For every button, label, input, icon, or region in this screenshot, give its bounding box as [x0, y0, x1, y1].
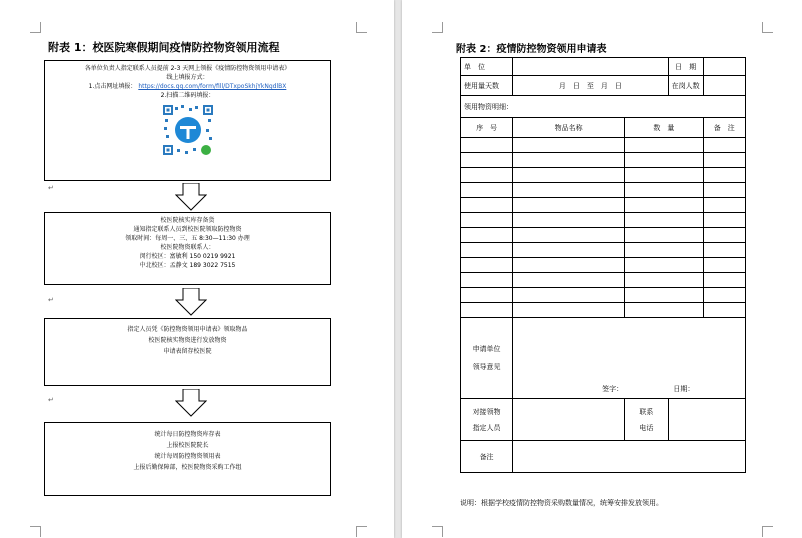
item-name-cell[interactable]: [513, 183, 625, 198]
label-contact: 对接领物 指定人员: [461, 399, 513, 441]
step-line: 校医院物资联系人：: [160, 244, 215, 251]
step-line: 上报后勤保障部，校医院物资采购工作组: [133, 464, 242, 471]
step-line: 线上填报方式：: [166, 74, 209, 81]
opinion-field[interactable]: [513, 318, 746, 399]
item-name-cell[interactable]: [513, 198, 625, 213]
item-name-cell[interactable]: [513, 258, 625, 273]
header-remark: 备 注: [703, 118, 745, 138]
item-no-cell[interactable]: [461, 243, 513, 258]
item-row: [461, 303, 746, 318]
item-qty-cell[interactable]: [625, 288, 703, 303]
label-usage-days: 使用量天数: [461, 76, 513, 96]
step-line: 1.点击网址填报： https://docs.qq.com/form/fill/DTxpoSkhjYkNgdlBX: [88, 83, 287, 90]
item-row: [461, 153, 746, 168]
item-remark-cell[interactable]: [703, 273, 745, 288]
form-note: 说明：根据学校疫情防控物资采购数量情况，统筹安排发放领用。: [460, 499, 663, 507]
item-row: [461, 213, 746, 228]
step-line: 申请表留存校医院: [163, 348, 212, 355]
date-range-field[interactable]: 月 日 至 月 日: [513, 76, 668, 96]
item-row: [461, 273, 746, 288]
item-qty-cell[interactable]: [625, 198, 703, 213]
item-no-cell[interactable]: [461, 153, 513, 168]
paragraph-mark: ↵: [48, 396, 54, 404]
arrow-down-icon: [175, 183, 207, 211]
unit-field[interactable]: [513, 58, 668, 76]
label-details: 领用物资明细：: [461, 96, 746, 118]
qr-code-icon: [161, 103, 215, 157]
item-row: [461, 288, 746, 303]
flow-step-2: [44, 212, 331, 285]
item-qty-cell[interactable]: [625, 168, 703, 183]
item-name-cell[interactable]: [513, 273, 625, 288]
step-line: 通知指定联系人员到校医院领取防控物资: [133, 226, 242, 233]
request-form-table: [460, 57, 746, 473]
paragraph-mark: ↵: [48, 296, 54, 304]
page-1: [0, 0, 394, 538]
item-remark-cell[interactable]: [703, 288, 745, 303]
crop-mark: [762, 526, 773, 537]
crop-mark: [432, 22, 443, 33]
item-no-cell[interactable]: [461, 138, 513, 153]
item-qty-cell[interactable]: [625, 138, 703, 153]
item-row: [461, 243, 746, 258]
item-remark-cell[interactable]: [703, 258, 745, 273]
item-no-cell[interactable]: [461, 183, 513, 198]
step-line: 领取时间：每周一、三、五 8:30—11:30 办理: [125, 235, 250, 242]
item-remark-cell[interactable]: [703, 153, 745, 168]
item-remark-cell[interactable]: [703, 213, 745, 228]
item-no-cell[interactable]: [461, 228, 513, 243]
item-qty-cell[interactable]: [625, 273, 703, 288]
item-name-cell[interactable]: [513, 153, 625, 168]
item-name-cell[interactable]: [513, 243, 625, 258]
label-contact-tel: 联系 电话: [625, 399, 668, 441]
item-row: [461, 168, 746, 183]
item-no-cell[interactable]: [461, 303, 513, 318]
header-item: 物品名称: [513, 118, 625, 138]
page-2: [402, 0, 802, 538]
contact-name-field[interactable]: [513, 399, 625, 441]
item-no-cell[interactable]: [461, 273, 513, 288]
item-remark-cell[interactable]: [703, 168, 745, 183]
header-qty: 数 量: [625, 118, 703, 138]
item-row: [461, 228, 746, 243]
flow-step-3: [44, 318, 331, 386]
flow-step-4: [44, 422, 331, 496]
label-people: 在岗人数: [668, 76, 703, 96]
item-qty-cell[interactable]: [625, 243, 703, 258]
people-field[interactable]: [703, 76, 745, 96]
date-field[interactable]: [703, 58, 745, 76]
item-no-cell[interactable]: [461, 258, 513, 273]
item-name-cell[interactable]: [513, 138, 625, 153]
item-no-cell[interactable]: [461, 168, 513, 183]
arrow-down-icon: [175, 288, 207, 316]
step-line: 校医院核实物资进行发放物资: [148, 337, 227, 344]
item-name-cell[interactable]: [513, 168, 625, 183]
crop-mark: [762, 22, 773, 33]
item-row: [461, 258, 746, 273]
flow-step-1: [44, 60, 331, 181]
step-line: 上报校医院院长: [166, 442, 209, 449]
item-name-cell[interactable]: [513, 288, 625, 303]
item-row: [461, 138, 746, 153]
crop-mark: [30, 526, 41, 537]
label-unit: 单 位: [461, 58, 513, 76]
paragraph-mark: ↵: [48, 184, 54, 192]
crop-mark: [432, 526, 443, 537]
contact-tel-field[interactable]: [668, 399, 745, 441]
item-name-cell[interactable]: [513, 213, 625, 228]
remark-field[interactable]: [513, 441, 746, 473]
item-remark-cell[interactable]: [703, 138, 745, 153]
step-line: 中北校区：孟静文 189 3022 7515: [139, 262, 236, 269]
item-no-cell[interactable]: [461, 213, 513, 228]
label-opinion: 申请单位 领导意见: [461, 318, 513, 399]
item-no-cell[interactable]: [461, 288, 513, 303]
step-line: 闵行校区：富敏利 150 0219 9921: [139, 253, 236, 260]
item-no-cell[interactable]: [461, 198, 513, 213]
item-remark-cell[interactable]: [703, 228, 745, 243]
crop-mark: [30, 22, 41, 33]
page-title: 附表 1：校医院寒假期间疫情防控物资领用流程: [48, 41, 280, 54]
item-qty-cell[interactable]: [625, 303, 703, 318]
item-qty-cell[interactable]: [625, 258, 703, 273]
item-name-cell[interactable]: [513, 228, 625, 243]
item-remark-cell[interactable]: [703, 243, 745, 258]
label-date: 日 期: [668, 58, 703, 76]
step-line: 统计每日防控物资库存表: [154, 431, 221, 438]
crop-mark: [356, 22, 367, 33]
form-link[interactable]: https://docs.qq.com/form/fill/DTxpoSkhjYkNgdlBX: [138, 83, 287, 90]
label-sign-date: 日期：: [673, 385, 695, 393]
crop-mark: [356, 526, 367, 537]
item-row: [461, 183, 746, 198]
item-remark-cell[interactable]: [703, 183, 745, 198]
step-line: 指定人员凭《防控物资领用申请表》领取物品: [127, 326, 248, 333]
form-title: 附表 2：疫情防控物资领用申请表: [456, 44, 607, 55]
item-name-cell[interactable]: [513, 303, 625, 318]
step-line: 校医院核实库存备货: [160, 217, 215, 224]
item-row: [461, 198, 746, 213]
item-remark-cell[interactable]: [703, 198, 745, 213]
item-remark-cell[interactable]: [703, 303, 745, 318]
header-no: 序 号: [461, 118, 513, 138]
step-line: 统计每周防控物资领用表: [154, 453, 221, 460]
label-remark-bottom: 备注: [461, 441, 513, 473]
item-qty-cell[interactable]: [625, 228, 703, 243]
item-qty-cell[interactable]: [625, 183, 703, 198]
arrow-down-icon: [175, 389, 207, 417]
item-qty-cell[interactable]: [625, 213, 703, 228]
label-sign: 签字：: [602, 385, 624, 393]
step-line: 2.扫描二维码填报：: [160, 92, 215, 99]
step-line: 各单位负责人指定联系人员提前 2-3 天网上领报《疫情防控物资领用申请表》: [84, 65, 291, 72]
item-qty-cell[interactable]: [625, 153, 703, 168]
